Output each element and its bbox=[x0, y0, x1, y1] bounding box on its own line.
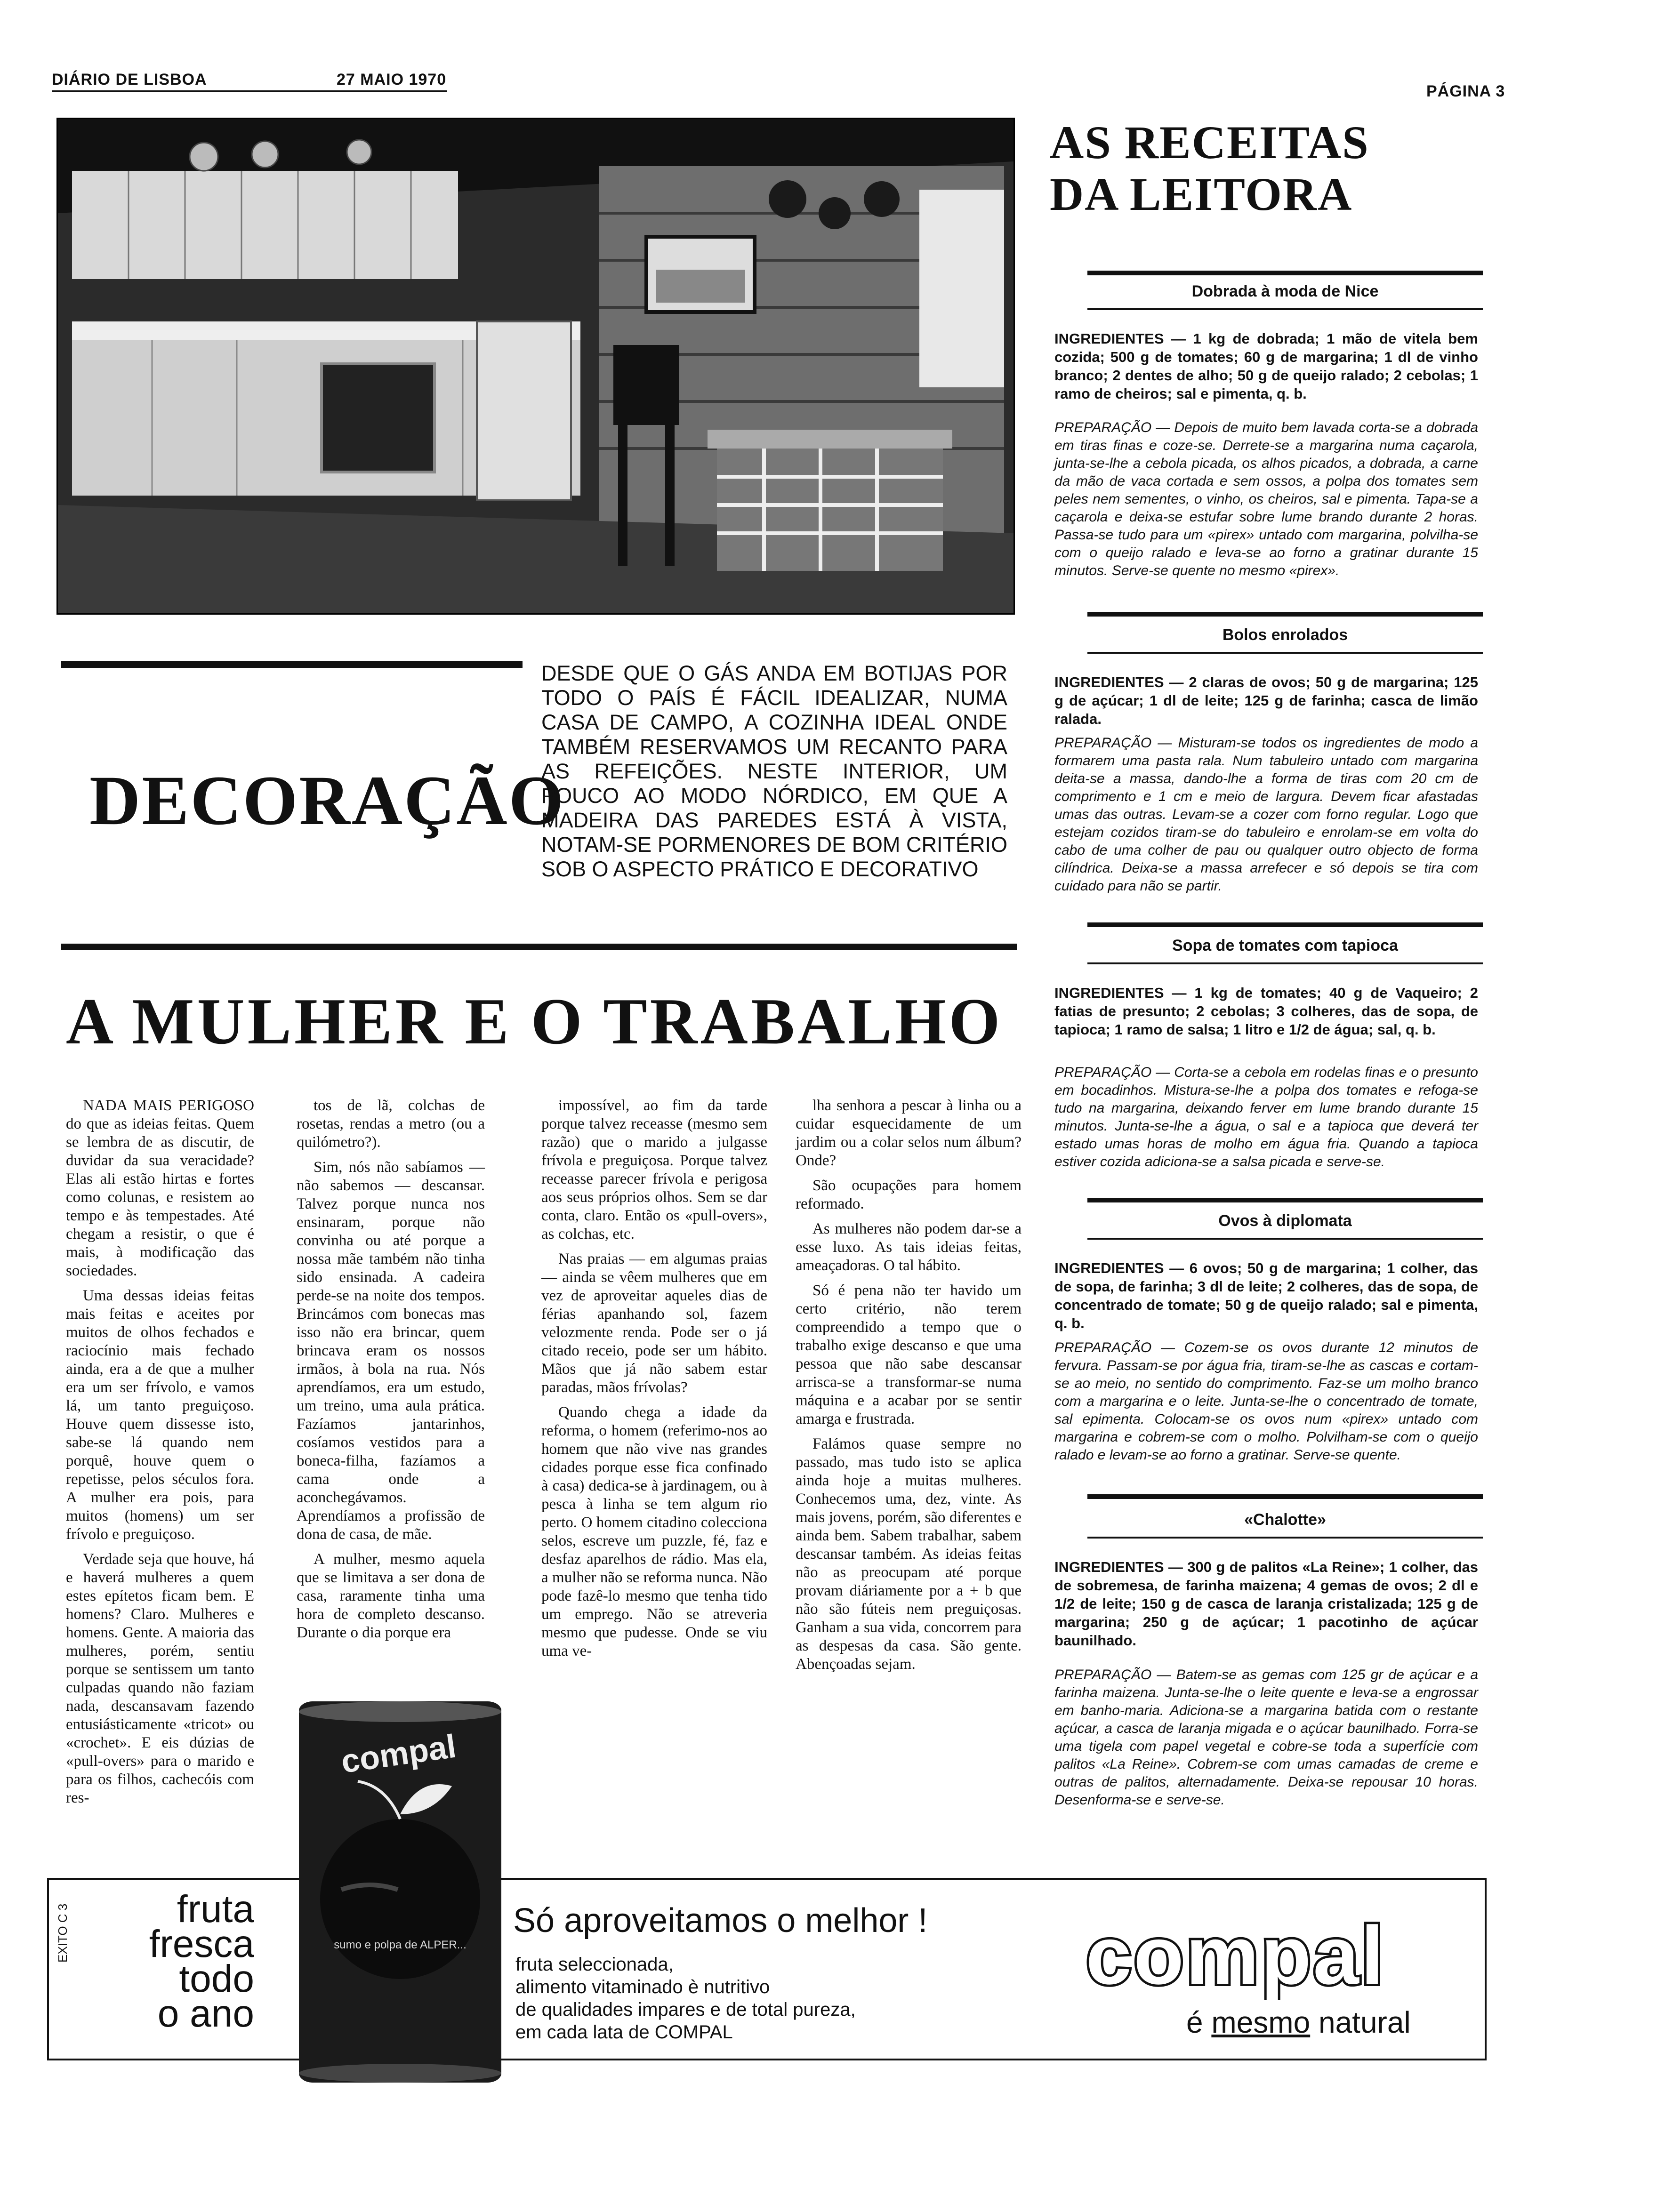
paragraph: Nas praias — em algumas praias — ainda se vêem mulheres que em vez de aproveitar aqueles dias de férias apanhando sol, fazem velozmente renda. Pode ser o já citado receio, pode ser um hábito. Mãos que já não sabem estar paradas, mãos frívolas? bbox=[541, 1250, 767, 1396]
can-label: sumo e polpa de ALPER... bbox=[334, 1939, 467, 1951]
ad-body-line: alimento vitaminado è nutritivo bbox=[515, 1977, 770, 1997]
paragraph: impossível, ao fim da tarde porque talvez receasse (mesmo sem razão) que o marido a julgasse frívola e preguiçosa. Porque talvez receasse parecer frívola e perigosa aos seus próprios olhos. Sem se dar conta, claro. Então os «pull-overs», as colchas, etc. bbox=[541, 1097, 767, 1242]
recipes-title-line2: DA LEITORA bbox=[1050, 168, 1353, 220]
recipe-ingredients: INGREDIENTES — 2 claras de ovos; 50 g de margarina; 125 g de açúcar; 1 dl de leite; 125 g de farinha; casca de limão ralada. bbox=[1054, 674, 1478, 727]
can-graphic bbox=[299, 1701, 501, 2083]
ad-code-text: EXITO C 3 bbox=[56, 1903, 70, 1963]
can-brand: compal bbox=[338, 1727, 458, 1780]
kitchen-photo-illustration bbox=[58, 119, 1014, 613]
recipe-ingredients: INGREDIENTES — 6 ovos; 50 g de margarina; 1 colher, das de sopa, de farinha; 3 dl de leite; 2 colheres, das de sopa, de concentrado de tomate; 50 g de queijo ralado; sal e pimenta, q. b. bbox=[1054, 1260, 1478, 1331]
recipe-title: Bolos enrolados bbox=[1222, 626, 1348, 644]
recipe-divider bbox=[1087, 1198, 1483, 1202]
recipe-rule bbox=[1087, 1537, 1483, 1539]
tagline-pre: é bbox=[1186, 2005, 1212, 2039]
ad-body bbox=[515, 1953, 856, 2044]
paragraph: Falámos quase sempre no passado, mas tudo isto se aplica ainda hoje a muitas mulheres. Conhecemos uma, dez, vinte. As mais jovens, porém, são diferentes e ainda bem. Sabem trabalhar, sabem descansar também. As ideias feitas não as preocupam até porque provam diáriamente por a + b que não são fúteis nem preguiçosas. Ganham a sua vida, concorrem para as despesas da casa. São gente. Abençoadas sejam. bbox=[796, 1435, 1022, 1673]
recipe-divider bbox=[1087, 922, 1483, 927]
deco-bottom-rule bbox=[61, 944, 1017, 950]
recipe-divider bbox=[1087, 612, 1483, 617]
recipe-ingredients: INGREDIENTES — 1 kg de tomates; 40 g de Vaqueiro; 2 fatias de presunto; 2 cebolas; 3 colheres, das de sopa, de tapioca; 1 ramo de salsa; 1 litro e 1/2 de água; sal, q. b. bbox=[1054, 985, 1478, 1038]
ad-body-line: de qualidades impares e de total pureza, bbox=[515, 1999, 856, 2020]
recipe-title: «Chalotte» bbox=[1244, 1511, 1326, 1529]
paper-name: DIÁRIO DE LISBOA bbox=[52, 71, 207, 88]
paragraph: Uma dessas ideias feitas mais feitas e aceites por muitos de olhos fechados e raciocínio mais fechado ainda, era a de que a mulher era um ser frívolo, e vamos lá, um tanto preguiçoso. Houve quem dissesse isto, sabe-se lá quando nem porquê, houve quem o repetisse, pelos séculos fora. A mulher era pois, para muitos (homens) um ser frívolo e preguiçoso. bbox=[66, 1287, 254, 1543]
paragraph: A mulher, mesmo aquela que se limitava a ser dona de casa, raramente tinha uma hora de completo descanso. Durante o dia porque era bbox=[297, 1551, 485, 1641]
recipe-ingredients: INGREDIENTES — 300 g de palitos «La Reine»; 1 colher, das de sobremesa, de farinha maizena; 4 gemas de ovos; 2 dl e 1/2 de leite; 150 g de casca de laranja cristalizada; 125 g de margarina; 250 g de açúcar; 1 pacotinho de açúcar baunilhado. bbox=[1054, 1559, 1478, 1649]
recipe-rule bbox=[1087, 308, 1483, 310]
ad-fruta-line: fresca bbox=[149, 1923, 254, 1965]
recipe-divider bbox=[1087, 271, 1483, 275]
recipe-title: Sopa de tomates com tapioca bbox=[1172, 937, 1398, 954]
paragraph: As mulheres não podem dar-se a esse luxo. As tais ideias feitas, ameaçadoras. O tal hábito. bbox=[796, 1220, 1022, 1274]
ad-code bbox=[56, 1887, 79, 1963]
header-rule bbox=[52, 90, 447, 92]
recipe-preparation: PREPARAÇÃO — Misturam-se todos os ingredientes de modo a formarem uma pasta rala. Num tabuleiro untado com margarina deita-se a massa, dando-lhe a forma de tiras com 20 cm de comprimento e 1 cm e meio de largura. Devem ficar afastadas umas das outras. Levam-se a cozer com forno regular. Logo que estejam cozidos tiram-se do tabuleiro e enrolam-se em volta do cabo de uma colher de pau ou qualquer outro objecto de forma cilíndrica. Deixa-se a massa arrefecer e só depois se tira com cuidado para não se partir. bbox=[1054, 735, 1478, 894]
kitchen-photo bbox=[56, 118, 1015, 615]
ad-fruta-line: fruta bbox=[177, 1888, 254, 1931]
article-column-4 bbox=[796, 1097, 1022, 1680]
paragraph: Quando chega a idade da reforma, o homem (referimo-nos ao homem que não vive nas grandes cidades porque esse fica confinado à casa) dedica-se à jardinagem, ou à pesca à linha se tem algum rio perto. O homem citadino colecciona selos, escreve um puzzle, fé, faz e desfaz aparelhos de rádio. Mas ela, a mulher não se reforma nunca. Não pode fazê-lo mesmo que tenha tido um emprego. Não se atreveria mesmo que pudesse. Onde se viu uma ve- bbox=[541, 1404, 767, 1659]
article-column-1 bbox=[66, 1097, 254, 1814]
tagline-post: natural bbox=[1310, 2005, 1411, 2039]
paragraph: tos de lã, colchas de rosetas, rendas a metro (ou a quilómetro?). bbox=[297, 1097, 485, 1151]
deco-intro: DESDE QUE O GÁS ANDA EM BOTIJAS POR TODO O PAÍS É FÁCIL IDEALIZAR, NUMA CASA DE CAMPO, A COZINHA IDEAL ONDE TAMBÉM RESERVAMOS UM RECANTO PARA AS REFEIÇÕES. NESTE INTERIOR, UM POUCO AO MODO NÓRDICO, EM QUE A MADEIRA DAS PAREDES ESTÁ À VISTA, NOTAM-SE PORMENORES DE BOM CRITÉRIO SOB O ASPECTO PRÁTICO E DECORATIVO bbox=[541, 661, 1007, 881]
compal-logo-graphic bbox=[1036, 1920, 1436, 2000]
paragraph: lha senhora a pescar à linha ou a cuidar esquecidamente de um jardim ou a colar selos num álbum? Onde? bbox=[796, 1097, 1022, 1169]
compal-logo bbox=[1036, 1920, 1436, 2000]
ad-body-line: fruta seleccionada, bbox=[515, 1954, 674, 1975]
recipe-title: Dobrada à moda de Nice bbox=[1191, 282, 1379, 300]
deco-heading: DECORAÇÃO bbox=[89, 761, 565, 840]
ad-body-line: em cada lata de COMPAL bbox=[515, 2022, 733, 2043]
compal-can bbox=[299, 1701, 501, 2083]
article-column-2 bbox=[297, 1097, 485, 1649]
recipe-rule bbox=[1087, 962, 1483, 964]
paragraph: Verdade seja que houve, há e haverá mulheres a quem estes epítetos ficam bem. E homens? Claro. Mulheres e homens. Gente. A maioria das mulheres, porém, sentiu porque se sentissem um tanto culpadas quando não faziam nada, descansavam fazendo entusiásticamente «tricot» ou «crochet». E eis dúzias de «pull-overs» para o marido e para os filhos, cachecóis com res- bbox=[66, 1551, 254, 1806]
recipe-preparation: PREPARAÇÃO — Cozem-se os ovos durante 12 minutos de fervura. Passam-se por água fria, tiram-se-lhe as cascas e cortam-se ao meio, no sentido do comprimento. Faz-se um molho branco com a margarina e o leite. Junta-se-lhe o concentrado de tomate, sal epimenta. Colocam-se os ovos num «pirex» untado com margarina e cobrem-se com o molho. Polvilham-se com o queijo ralado e levam-se ao forno a gratinar. Serve-se quente. bbox=[1054, 1340, 1478, 1463]
article-column-3 bbox=[541, 1097, 767, 1667]
compal-logo-text: compal bbox=[1086, 1920, 1386, 2000]
paragraph: São ocupações para homem reformado. bbox=[796, 1177, 1022, 1212]
recipe-divider bbox=[1087, 1494, 1483, 1499]
paragraph: Sim, nós não sabíamos — não sabemos — descansar. Talvez porque nunca nos ensinaram, porque não convinha ou até porque a nossa mãe também não tinha sido ensinada. A cadeira perde-se na noite dos tempos. Brincámos com bonecas mas isso não era brincar, quem brincava eram os nossos irmãos, à bola na rua. Nós aprendíamos, era um estudo, um treino, uma aula prática. Fazíamos jantarinhos, cosíamos vestidos para a boneca-filha, fazíamos a cama onde a aconchegávamos. Aprendíamos a profissão de dona de casa, de mãe. bbox=[297, 1159, 485, 1543]
tagline-mid: mesmo bbox=[1211, 2005, 1311, 2039]
recipe-preparation: PREPARAÇÃO — Corta-se a cebola em rodelas finas e o presunto em bocadinhos. Mistura-se-lhe a polpa dos tomates e refoga-se tudo na margarina, deixando ferver em lume brando durante 15 minutos. Junta-se-lhe a água, o sal e a tapioca que deverá ter estado umas horas de molho em água fria. Quando a tapioca estiver cozida adiciona-se a salsa picada e serve-se. bbox=[1054, 1065, 1478, 1170]
recipe-ingredients: INGREDIENTES — 1 kg de dobrada; 1 mão de vitela bem cozida; 500 g de tomates; 60 g de margarina; 1 dl de vinho branco; 2 dentes de alho; 50 g de queijo ralado; 2 cebolas; 1 ramo de cheiros; sal e pimenta, q. b. bbox=[1054, 330, 1478, 402]
recipe-rule bbox=[1087, 652, 1483, 654]
recipe-preparation: PREPARAÇÃO — Batem-se as gemas com 125 gr de açúcar e a farinha maizena. Junta-se-lhe o leite quente e leva-se a engrossar em banho-maria. Adiciona-se a margarina batida com o restante açúcar, a casca de laranja migada e o açúcar baunilhado. Forra-se uma tigela com papel vegetal e cobre-se toda a superfície com palitos «La Reine». Cobrem-se com umas camadas de creme e outras de palitos, alternadamente. Deixa-se repousar 10 horas. Desenforma-se e serve-se. bbox=[1054, 1667, 1478, 1808]
paragraph: NADA MAIS PERIGOSO do que as ideias feitas. Quem se lembra de as discutir, de duvidar da sua veracidade? Elas ali estão hirtas e fortes como colunas, e resistem ao tempo e às tempestades. Até chegam a resistir, o que é mais, à modificação das sociedades. bbox=[66, 1097, 254, 1279]
article-title: A MULHER E O TRABALHO bbox=[66, 985, 1003, 1058]
ad-headline: Só aproveitamos o melhor ! bbox=[513, 1902, 928, 1940]
ad-fruta-line: todo bbox=[179, 1957, 254, 2000]
recipes-title bbox=[1050, 117, 1369, 220]
ad-fruta-text bbox=[141, 1888, 254, 2035]
recipe-preparation: PREPARAÇÃO — Depois de muito bem lavada corta-se a dobrada em tiras finas e coze-se. Derrete-se a margarina numa caçarola, junta-se-lhe a cebola picada, os alhos picados, a dobrada, a carne da mão de vaca cortada e sem ossos, a polpa dos tomates sem peles nem sementes, o vinho, os cheiros, sal e pimenta. Tapa-se a caçarola e deixa-se estufar sobre lume brando durante 2 horas. Passa-se tudo para um «pirex» untado com margarina, polvilha-se com o queijo ralado e leva-se ao forno a gratinar durante 15 minutos. Serve-se quente no mesmo «pirex». bbox=[1054, 420, 1478, 578]
deco-top-rule bbox=[61, 661, 523, 668]
recipes-title-line1: AS RECEITAS bbox=[1050, 116, 1369, 168]
page-number: PÁGINA 3 bbox=[1426, 82, 1505, 100]
recipe-title: Ovos à diplomata bbox=[1218, 1212, 1352, 1230]
ad-tagline bbox=[1186, 2005, 1411, 2040]
paragraph: Só é pena não ter havido um certo critério, não terem compreendido a tempo que o trabalho exige descanso e que uma pessoa que não sabe descansar arrisca-se a transformar-se numa máquina e a acabar por se sentir amarga e frustrada. bbox=[796, 1282, 1022, 1427]
recipe-rule bbox=[1087, 1238, 1483, 1240]
issue-date: 27 MAIO 1970 bbox=[337, 71, 447, 88]
ad-fruta-line: o ano bbox=[157, 1992, 254, 2035]
